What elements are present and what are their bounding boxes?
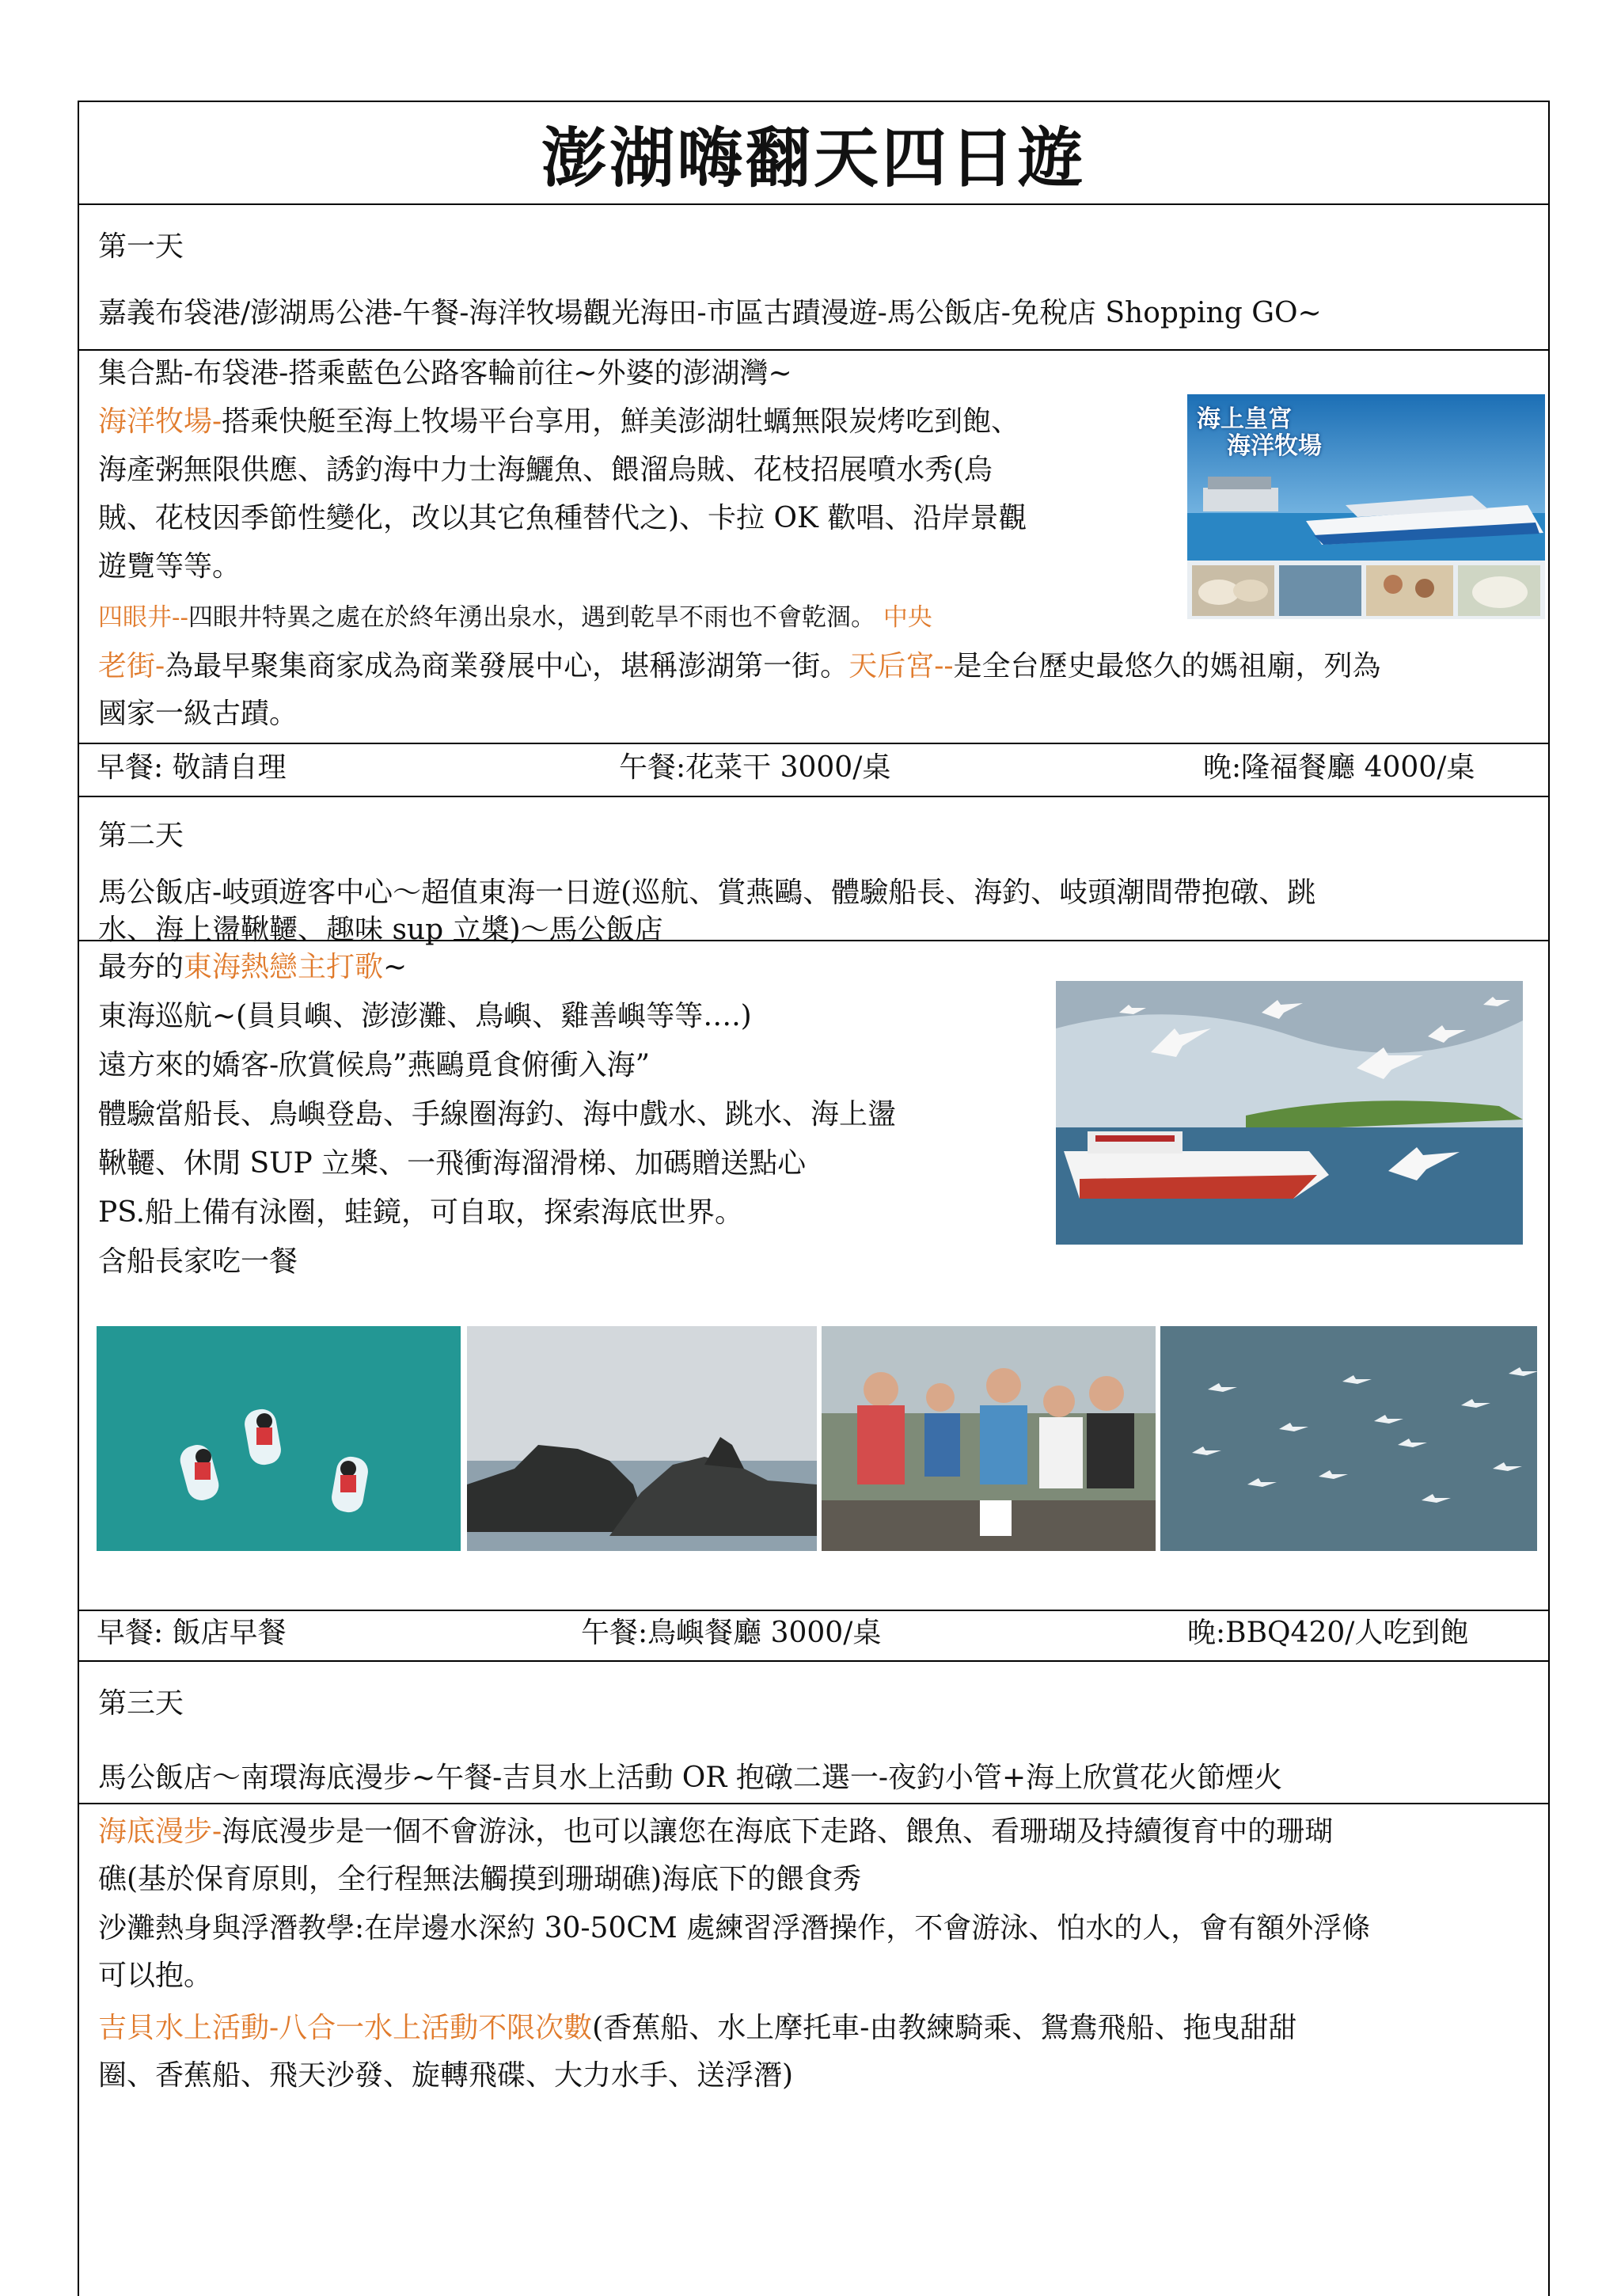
well-label: 四眼井--	[98, 603, 188, 632]
day2-line2: 遠方來的嬌客-欣賞候鳥”燕鷗覓食俯衝入海”	[98, 1049, 650, 1081]
day1-dinner: 晚:隆福餐廳 4000/桌	[1203, 751, 1475, 784]
day2-heading: 第二天	[98, 819, 184, 852]
page-title: 澎湖嗨翻天四日遊	[79, 102, 1548, 205]
day3-beach-line2: 可以抱。	[98, 1960, 213, 1992]
day2-dinner: 晚:BBQ420/人吃到飽	[1187, 1617, 1469, 1649]
jibei-text-1: (香蕉船、水上摩托車-由教練騎乘、鴛鴦飛船、拖曳甜甜	[592, 2012, 1297, 2044]
street-label-a: 中央	[883, 603, 932, 632]
day1-ranch-line3: 賊、花枝因季節性變化，改以其它魚種替代之)、卡拉 OK 歡唱、沿岸景觀	[98, 502, 1027, 534]
day2-intro-c: ~	[383, 951, 408, 983]
day1-breakfast: 早餐: 敬請自理	[97, 751, 287, 784]
street-text: 為最早聚集商家成為商業發展中心，堪稱澎湖第一街。	[165, 650, 849, 682]
photo-caption-1: 海上皇宮	[1197, 405, 1292, 433]
day3-walk-line2: 礁(基於保育原則，全行程無法觸摸到珊瑚礁)海底下的餵食秀	[98, 1863, 862, 1895]
ranch-label: 海洋牧場-	[98, 405, 222, 438]
walk-label: 海底漫步-	[98, 1815, 222, 1848]
day2-lunch: 午餐:鳥嶼餐廳 3000/桌	[581, 1617, 882, 1649]
sup-paddle-image	[97, 1326, 461, 1551]
day2-route-line2: 水、海上盪鞦韆、趣味 sup 立槳)～馬公飯店	[98, 914, 663, 946]
temple-label: 天后宮--	[848, 650, 954, 682]
tern-flock-photo	[1160, 1326, 1537, 1551]
day2-intro-highlight: 東海熱戀主打歌	[184, 951, 384, 983]
day2-line5: PS.船上備有泳圈，蛙鏡，可自取，探索海底世界。	[98, 1196, 744, 1229]
day3-walk-line1	[98, 1808, 1529, 1857]
sup-paddle-photo	[97, 1326, 461, 1551]
day1-street-line	[98, 642, 1529, 691]
basalt-coast-image	[467, 1326, 817, 1551]
boat-terns-photo	[1056, 981, 1523, 1245]
day1-ranch-line2: 海產粥無限供應、誘釣海中力士海鱺魚、餵溜烏賊、花枝招展噴水秀(烏	[98, 454, 993, 486]
street-label-b: 老街-	[98, 650, 165, 682]
tern-flock-image	[1160, 1326, 1537, 1551]
day1-header	[79, 203, 1548, 351]
day2-body	[79, 940, 1548, 1611]
day3-jibei-line1	[98, 2004, 1529, 2053]
day3-jibei-line2: 圈、香蕉船、飛天沙發、旋轉飛碟、大力水手、送浮潛)	[98, 2059, 794, 2092]
ocean-ranch-photo	[1187, 394, 1545, 619]
day2-line1: 東海巡航~(員貝嶼、澎澎灘、鳥嶼、雞善嶼等等….)	[98, 1000, 752, 1032]
day1-heading: 第一天	[98, 230, 184, 263]
boat-terns-image	[1056, 981, 1523, 1245]
day3-body	[79, 1803, 1548, 2278]
day2-breakfast: 早餐: 飯店早餐	[97, 1617, 287, 1649]
day3-beach-line1: 沙灘熱身與浮潛教學:在岸邊水深約 30-50CM 處練習浮潛操作，不會游泳、怕水的人，會有額外浮條	[98, 1912, 1371, 1944]
day2-meals	[79, 1610, 1548, 1662]
day2-line6: 含船長家吃一餐	[98, 1245, 298, 1278]
ranch-text-1: 搭乘快艇至海上牧場平台享用，鮮美澎湖牡蠣無限炭烤吃到飽、	[222, 405, 1020, 438]
tidal-group-photo	[822, 1326, 1156, 1551]
walk-text-1: 海底漫步是一個不會游泳，也可以讓您在海底下走路、餵魚、看珊瑚及持續復育中的珊瑚	[222, 1815, 1334, 1848]
day3-header	[79, 1660, 1548, 1804]
day1-lunch: 午餐:花菜干 3000/桌	[619, 751, 891, 784]
day2-route-line1: 馬公飯店-岐頭遊客中心～超值東海一日遊(巡航、賞燕鷗、體驗船長、海釣、岐頭潮間帶抱礅、跳	[98, 876, 1316, 909]
day3-heading: 第三天	[98, 1687, 184, 1720]
day1-ranch-line4: 遊覽等等。	[98, 550, 241, 583]
day3-route: 馬公飯店～南環海底漫步~午餐-吉貝水上活動 OR 抱礅二選一-夜釣小管+海上欣賞花火節煙火	[98, 1762, 1283, 1794]
day2-intro-a: 最夯的	[98, 951, 184, 983]
day1-meals	[79, 743, 1548, 797]
tidal-group-image	[822, 1326, 1156, 1551]
day1-temple-line2: 國家一級古蹟。	[98, 698, 298, 730]
day2-line3: 體驗當船長、鳥嶼登島、手線圈海釣、海中戲水、跳水、海上盪	[98, 1098, 897, 1131]
day2-line4: 鞦韆、休閒 SUP 立槳、一飛衝海溜滑梯、加碼贈送點心	[98, 1147, 807, 1180]
itinerary-table	[78, 101, 1550, 2296]
jibei-label: 吉貝水上活動-八合一水上活動不限次數	[98, 2012, 593, 2044]
day1-meeting-line: 集合點-布袋港-搭乘藍色公路客輪前往~外婆的澎湖灣~	[98, 357, 792, 390]
temple-text: 是全台歷史最悠久的媽祖廟，列為	[953, 650, 1381, 682]
basalt-coast-photo	[467, 1326, 817, 1551]
day1-body	[79, 349, 1548, 744]
day2-header	[79, 796, 1548, 946]
well-text: 四眼井特異之處在於終年湧出泉水，遇到乾旱不雨也不會乾涸。	[188, 603, 883, 632]
day1-route: 嘉義布袋港/澎湖馬公港-午餐-海洋牧場觀光海田-市區古蹟漫遊-馬公飯店-免稅店 Shopping GO~	[98, 297, 1322, 329]
photo-caption-2: 海洋牧場	[1227, 432, 1322, 460]
